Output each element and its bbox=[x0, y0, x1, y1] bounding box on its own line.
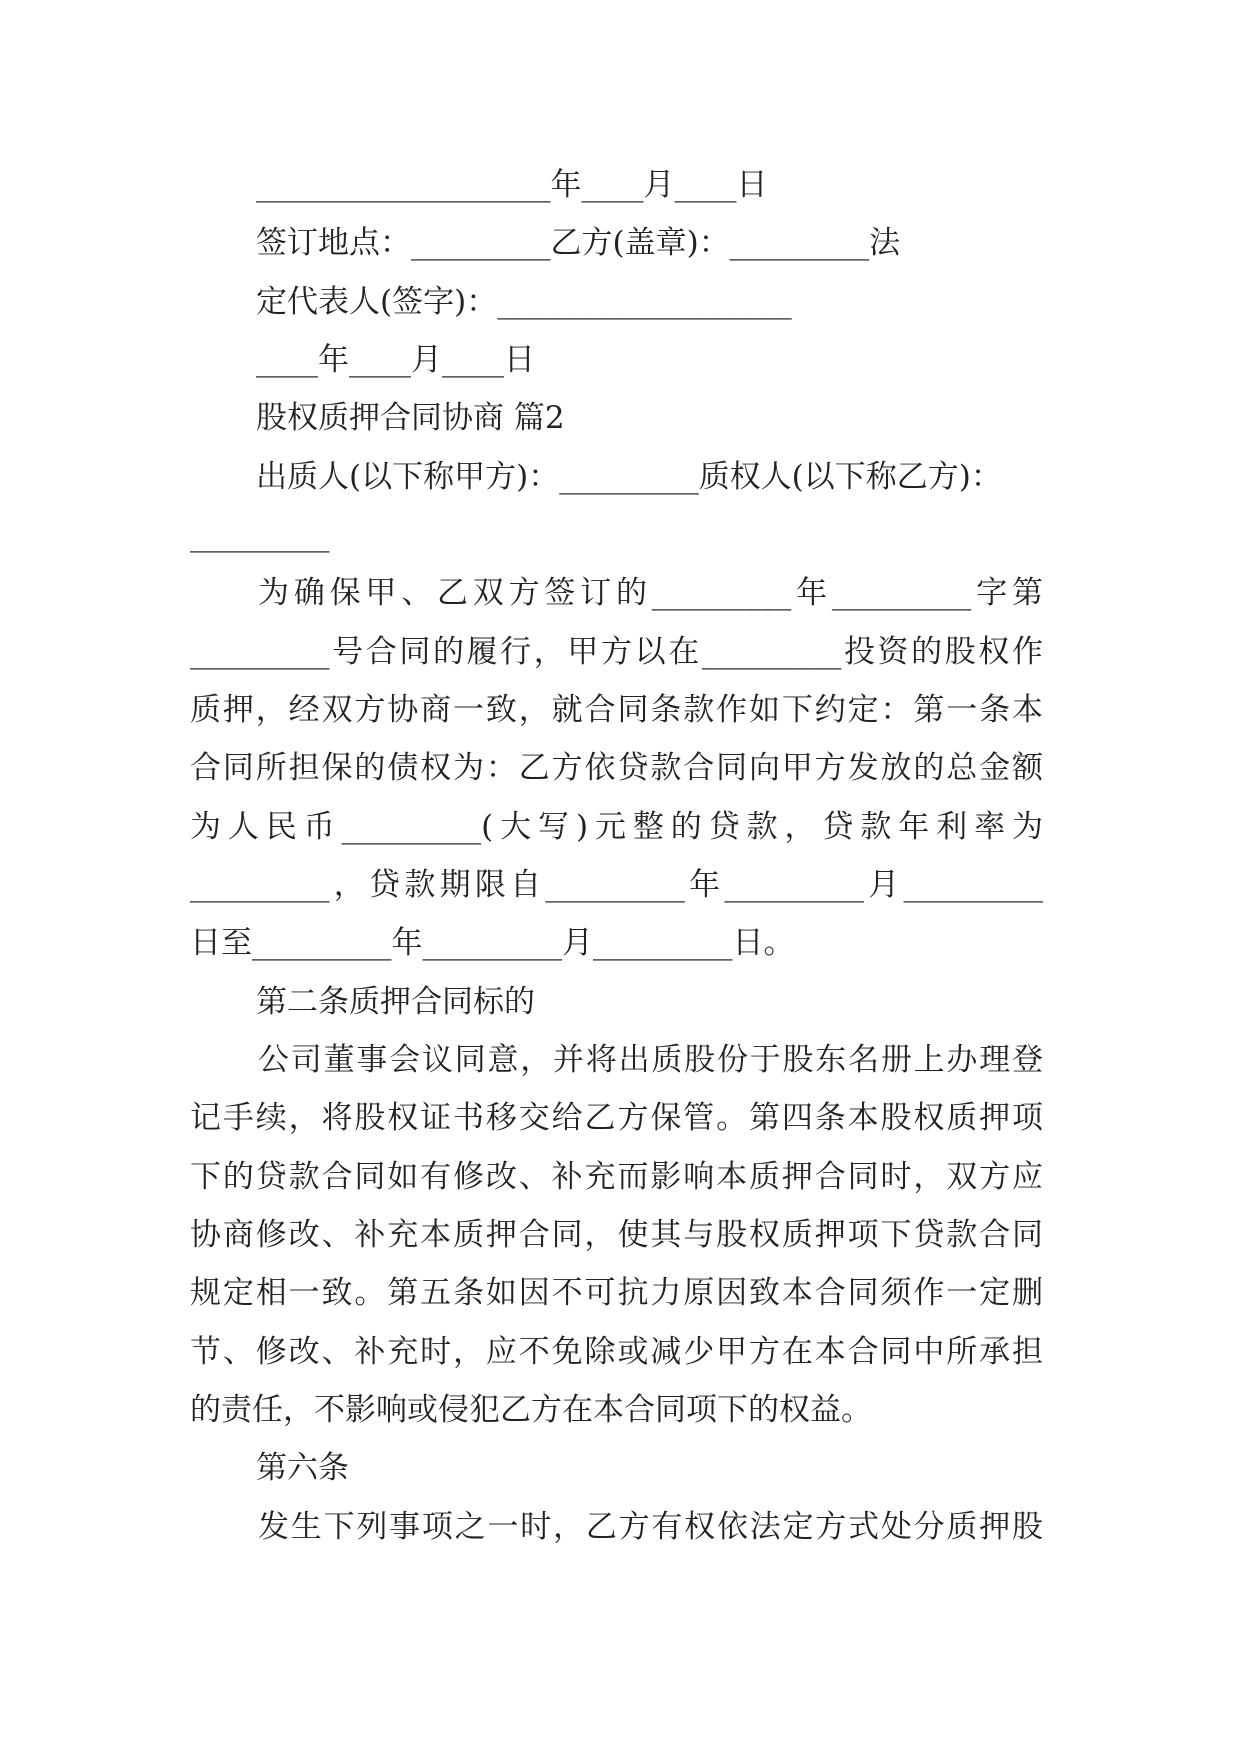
section-heading: 股权质押合同协商 篇2 bbox=[256, 400, 565, 436]
parties-line-continued: _________ bbox=[190, 517, 330, 553]
party-b-date-line: ____年____月____日 bbox=[256, 342, 535, 378]
legal-representative-line: 定代表人(签字)：___________________ bbox=[256, 284, 792, 320]
paragraph-line: 记手续，将股权证书移交给乙方保管。第四条本股权质押项 bbox=[190, 1100, 1043, 1136]
paragraph-line: 的责任，不影响或侵犯乙方在本合同项下的权益。 bbox=[190, 1392, 872, 1428]
article-heading: 第二条质押合同标的 bbox=[256, 984, 535, 1020]
signature-date-line: ___________________年____月____日 bbox=[256, 167, 768, 203]
paragraph-line: 规定相一致。第五条如因不可抗力原因致本合同须作一定删 bbox=[190, 1275, 1043, 1311]
paragraph-line: 下的贷款合同如有修改、补充而影响本质押合同时，双方应 bbox=[190, 1159, 1043, 1195]
paragraph-line: 合同所担保的债权为：乙方依贷款合同向甲方发放的总金额 bbox=[190, 750, 1043, 786]
signing-place-line: 签订地点：_________乙方(盖章)：_________法 bbox=[256, 225, 901, 261]
article-heading: 第六条 bbox=[256, 1450, 349, 1486]
paragraph-line: _________，贷款期限自_________年_________月_________ bbox=[190, 867, 1043, 903]
paragraph-line: 发生下列事项之一时，乙方有权依法定方式处分质押股 bbox=[258, 1509, 1043, 1545]
paragraph-line: 公司董事会议同意，并将出质股份于股东名册上办理登 bbox=[258, 1042, 1043, 1078]
paragraph-line: 质押，经双方协商一致，就合同条款作如下约定：第一条本 bbox=[190, 692, 1043, 728]
paragraph-line: 为人民币_________(大写)元整的贷款，贷款年利率为 bbox=[190, 809, 1043, 845]
paragraph-line: 协商修改、补充本质押合同，使其与股权质押项下贷款合同 bbox=[190, 1217, 1043, 1253]
paragraph-line: _________号合同的履行，甲方以在_________投资的股权作 bbox=[190, 634, 1043, 670]
paragraph-line: 日至_________年_________月_________日。 bbox=[190, 925, 795, 961]
paragraph-line: 为确保甲、乙双方签订的_________年_________字第 bbox=[258, 575, 1043, 611]
parties-line: 出质人(以下称甲方)：_________质权人(以下称乙方)： bbox=[256, 459, 1002, 495]
paragraph-line: 节、修改、补充时，应不免除或减少甲方在本合同中所承担 bbox=[190, 1334, 1043, 1370]
